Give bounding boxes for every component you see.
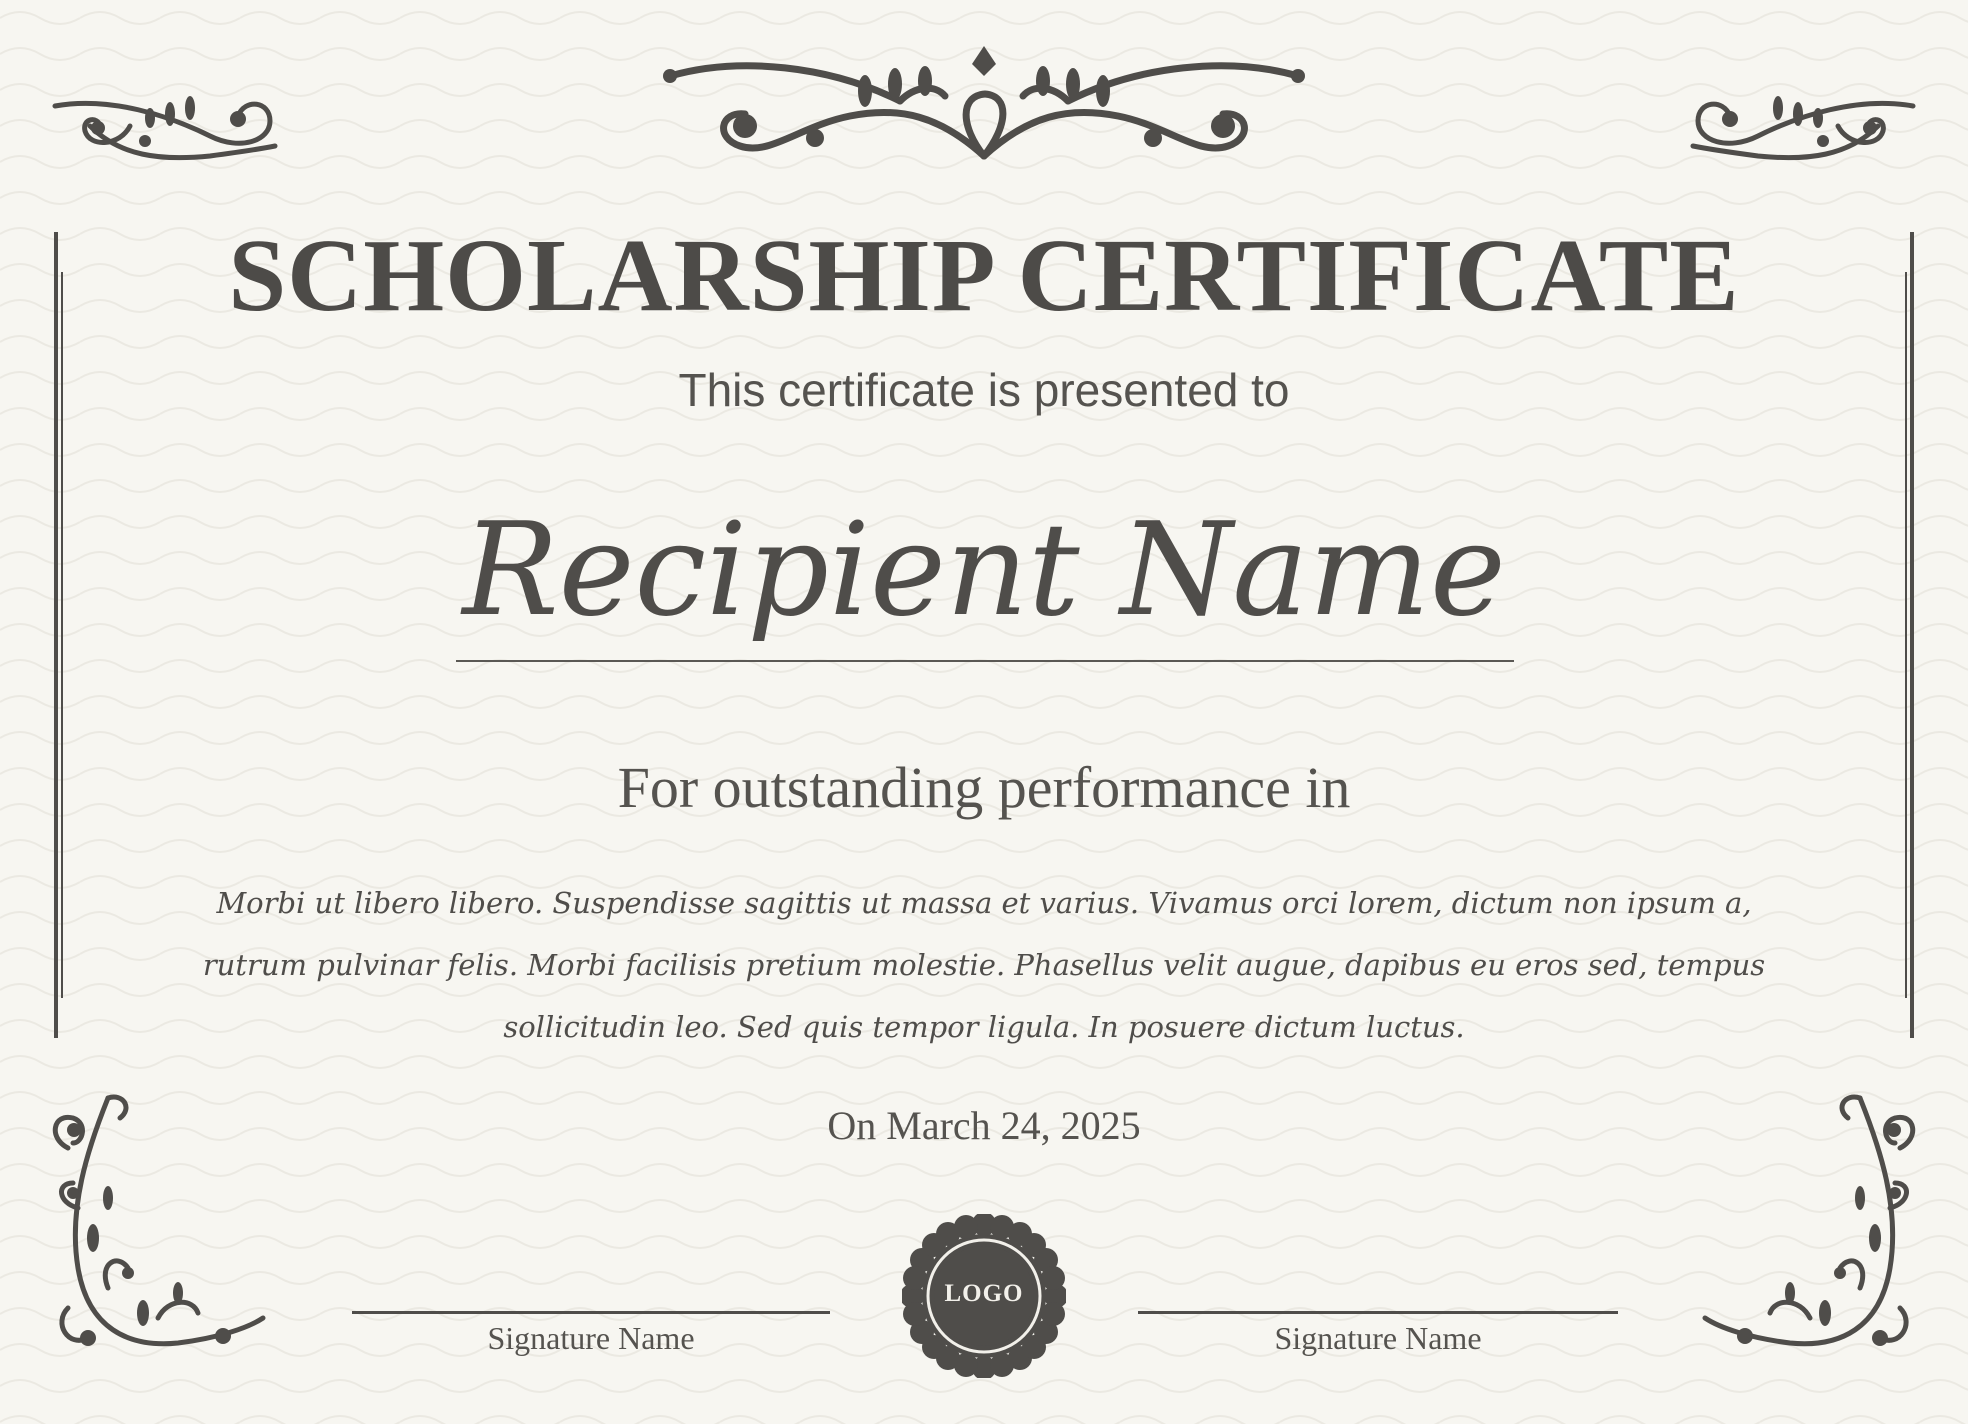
logo-label: LOGO (944, 1280, 1024, 1307)
recipient-name: Recipient Name (462, 496, 1506, 645)
presented-to-text: This certificate is presented to (678, 364, 1290, 416)
award-date: On March 24, 2025 (827, 1103, 1141, 1148)
performance-intro: For outstanding performance in (617, 755, 1351, 820)
top-center-flourish-icon (660, 46, 1308, 166)
signature-name-left: Signature Name (487, 1320, 695, 1356)
certificate-title: SCHOLARSHIP CERTIFICATE (228, 218, 1740, 333)
signature-name-right: Signature Name (1274, 1320, 1482, 1356)
top-right-scroll-icon (1688, 86, 1918, 166)
recipient-underline (456, 660, 1514, 662)
signature-line-right (1138, 1311, 1618, 1314)
signature-line-left (352, 1311, 830, 1314)
top-left-scroll-icon (50, 86, 280, 166)
description-text: Morbi ut libero libero. Suspendisse sagittis ut massa et varius. Vivamus orci lorem, dictum non ipsum a, rutrum pulvinar felis. Morbi facilisis pretium molestie. Phasellus velit augue, dapibus eu eros sed, tempus sollicitudin leo. Sed quis tempor ligula. In posuere dictum luctus. (202, 886, 1766, 1044)
